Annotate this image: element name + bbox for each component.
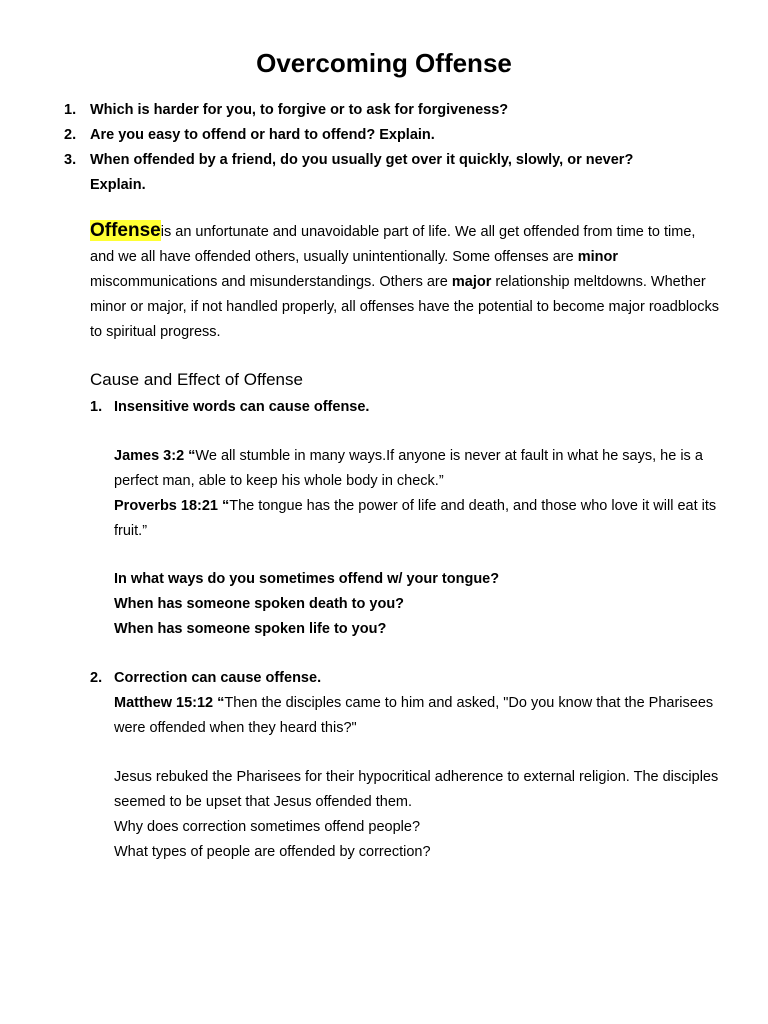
list-number: 1.: [90, 399, 103, 415]
question-text: Are you easy to offend or hard to offend? Explain.: [90, 127, 435, 143]
verse: [114, 494, 724, 544]
body-paragraph: Jesus rebuked the Pharisees for their hypocritical adherence to external religion. The disciples seemed to be upset that Jesus offended them.: [114, 769, 719, 810]
verse-text: We all stumble in many ways.If anyone is never at fault in what he says, he is a perfect man, able to keep his whole body in check.”: [114, 448, 703, 489]
intro-text: is an unfortunate and unavoidable part of life. We all get offended from time to time, and we all have offended others, usually unintentionally. Some offenses are: [90, 224, 696, 265]
section-heading: Cause and Effect of Offense: [90, 370, 303, 389]
intro-major: major: [451, 274, 492, 290]
verse-ref: James 3:2 “: [114, 448, 196, 464]
question-list: [64, 98, 724, 198]
verse: [114, 444, 724, 494]
list-item: [64, 123, 724, 148]
discussion-question: What types of people are offended by correction?: [114, 844, 431, 860]
list-item: [64, 148, 724, 198]
intro-text: miscommunications and misunderstandings. Others are: [90, 274, 452, 290]
verse-ref: Matthew 15:12 “: [114, 695, 225, 711]
list-number: 3.: [64, 152, 77, 168]
intro-text: relationship meltdowns. Whether minor or major, if not handled properly, all offenses have the potential to become major roadblocks to spiritual progress.: [90, 274, 719, 340]
list-item: [64, 98, 724, 123]
point-2-title: [90, 666, 321, 691]
question-text: When offended by a friend, do you usually get over it quickly, slowly, or never? Explain.: [90, 152, 634, 193]
list-number: 2.: [90, 670, 103, 686]
highlighted-term: Offense: [90, 220, 161, 241]
list-number: 2.: [64, 127, 77, 143]
point-1-title: [90, 395, 369, 420]
discussion-question: Why does correction sometimes offend people?: [114, 819, 421, 835]
page-title: Overcoming Offense: [256, 48, 512, 78]
verse-text: Then the disciples came to him and asked, "Do you know that the Pharisees were offended when they heard this?": [114, 695, 714, 736]
question-text: Which is harder for you, to forgive or to ask for forgiveness?: [90, 102, 509, 118]
verse-text: The tongue has the power of life and death, and those who love it will eat its fruit.”: [114, 498, 717, 539]
list-number: 1.: [64, 102, 77, 118]
intro-paragraph: [90, 218, 722, 345]
discussion-question: When has someone spoken life to you?: [114, 621, 387, 637]
point-title-text: Insensitive words can cause offense.: [114, 399, 370, 415]
point-title-text: Correction can cause offense.: [114, 670, 322, 686]
point-2-body: [114, 765, 724, 865]
point-1-questions: [114, 567, 724, 642]
point-1-verses: [114, 444, 724, 544]
point-2-verse: [114, 691, 724, 741]
discussion-question: In what ways do you sometimes offend w/ your tongue?: [114, 571, 500, 587]
discussion-question: When has someone spoken death to you?: [114, 596, 405, 612]
intro-minor: minor: [577, 249, 618, 265]
verse-ref: Proverbs 18:21 “: [114, 498, 230, 514]
